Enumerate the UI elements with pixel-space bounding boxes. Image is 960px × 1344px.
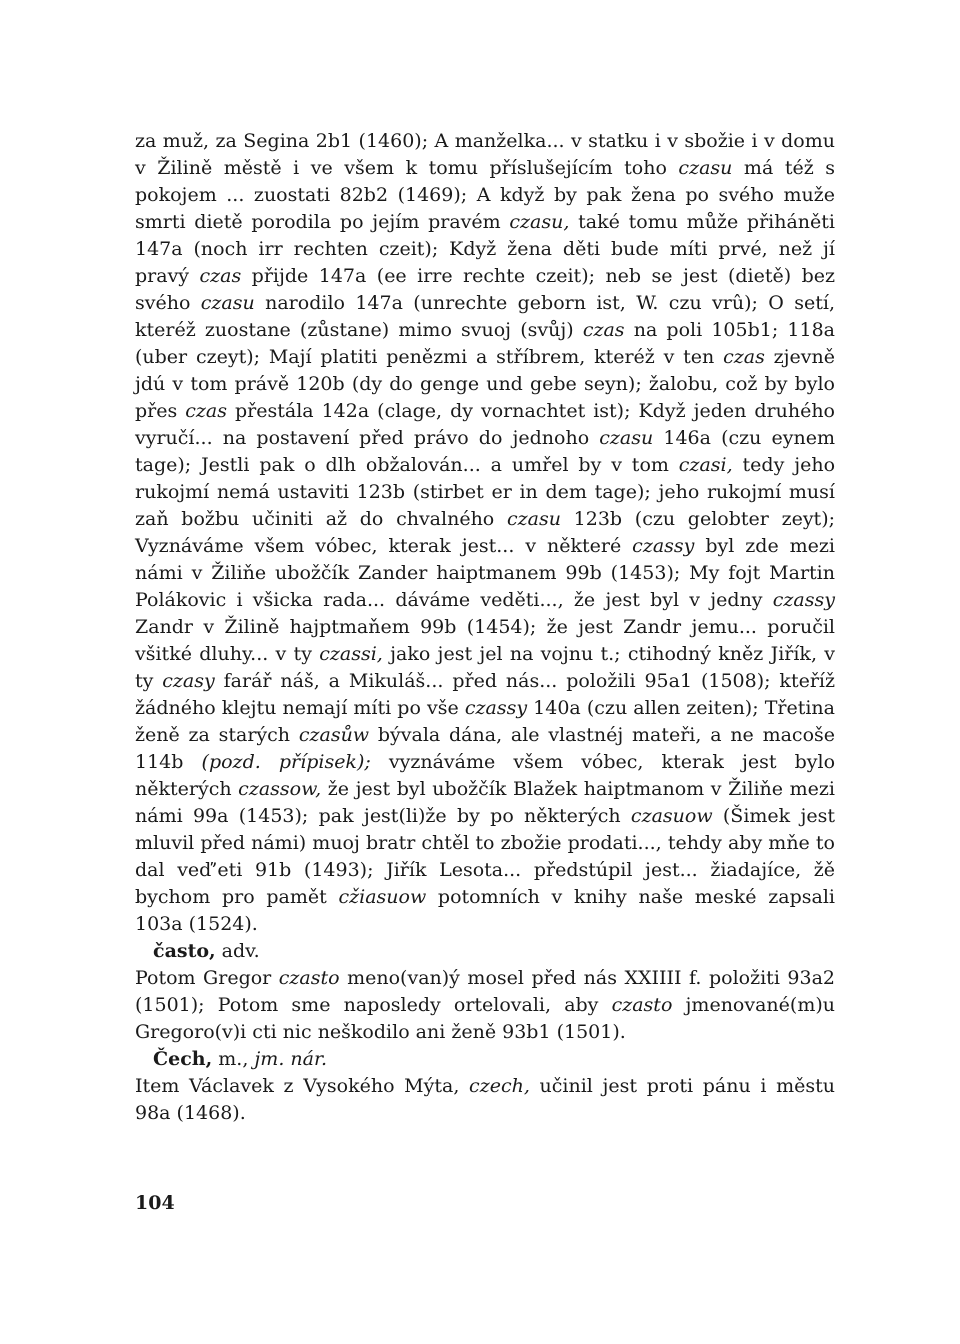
text-span: jako jest jel na vojnu t.; ctihodný kněz Jiřík, v ty [135, 643, 835, 692]
italic-text: czassy [464, 697, 528, 719]
text-span: jmenované(m)u Gregoro(v)i cti nic neškodilo ani ženě 93b1 (1501). [135, 994, 835, 1043]
dictionary-text [135, 128, 835, 1127]
italic-text: czassy [772, 589, 835, 611]
italic-text: czassow, [238, 778, 322, 800]
paragraph [135, 965, 835, 1046]
page-number: 104 [135, 1192, 175, 1214]
text-span: tedy jeho rukojmí nemá ustaviti 123b (stirbet er in dem tage); jeho rukojmí musí zaň božbu učiniti až do chvalného [135, 454, 836, 530]
text-span: přestála 142a (clage, dy vornachtet ist); Když jeden druhého vyručí... na postavení před právo do jednoho [135, 400, 835, 449]
text-span: Zandr v Žilině hajptmaňem 99b (1454); že jest Zandr jemu... poručil všitké dluhy... v ty [135, 616, 835, 665]
text-span: 140a (czu allen zeiten); Třetina ženě za starých [135, 697, 836, 746]
italic-text: czasy [162, 670, 215, 692]
text-span: byl zde mezi námi v Žiliňe ubožčík Zander haiptmanem 99b (1453); My fojt Martin Polákovic i všicka rada... dáváme veděti..., že jest byl v jedny [135, 535, 835, 611]
italic-text: czasůw [298, 724, 370, 746]
paragraph [135, 1073, 835, 1127]
text-span: m., [212, 1048, 255, 1070]
italic-text: czas [185, 400, 227, 422]
italic-text: czas [723, 346, 765, 368]
text-span: učinil jest proti pánu i městu 98a (1468). [135, 1075, 835, 1124]
italic-text: jm. nár. [254, 1048, 327, 1070]
italic-text: czassy [632, 535, 695, 557]
headword: často, [153, 940, 216, 962]
paragraph [135, 1046, 835, 1073]
text-span: Potom Gregor [135, 967, 279, 989]
text-span: (Šimek jest mluvil před námi) muoj bratr chtěl to zbožie prodati..., tehdy aby mňe to dal veď’eti 91b (1493); Jiřík Lesota... předstúpil jest... žiadajíce, žě bychom pro pamět [135, 805, 835, 908]
italic-text: czas [582, 319, 625, 341]
italic-text: cžiasuow [338, 886, 427, 908]
italic-text: czas [199, 265, 242, 287]
text-span: zjevně jdú v tom právě 120b (dy do genge und gebe seyn); žalobu, což by bylo přes [135, 346, 836, 422]
paragraph [135, 128, 835, 938]
text-span: 123b (czu gelobter zeyt); Vyznáváme všem vóbec, kterak jest... v některé [135, 508, 836, 557]
italic-text: czasu [678, 157, 733, 179]
text-span: farář náš, a Mikuláš... před nás... položili 95a1 (1508); kteříž žádného klejtu nemají míti po vše [135, 670, 835, 719]
italic-text: czasuow [630, 805, 713, 827]
text-span: meno(van)ý mosel před nás XXIIII f. položiti 93a2 (1501); Potom sme naposledy ortelovali, aby [135, 967, 836, 1016]
text-span: vyznáváme všem vóbec, kterak jest bylo některých [135, 751, 836, 800]
italic-text: czech, [469, 1075, 530, 1097]
text-span: bývala dána, ale vlastnéj mateři, a ne macoše 114b [135, 724, 835, 773]
text-span: potomních v knihy naše meské zapsali 103a (1524). [135, 886, 836, 935]
italic-text: czasto [611, 994, 673, 1016]
text-span: narodilo 147a (unrechte geborn ist, W. czu vrû); O setí, kteréž zuostane (zůstane) mimo svuoj (svůj) [135, 292, 835, 341]
text-span: že jest byl ubožčík Blažek haiptmanom v Žiliňe mezi námi 99a (1453); pak jest(li)že by po některých [135, 778, 835, 827]
text-span: za muž, za Segina 2b1 (1460); A manželka... v statku i v sbožie i v domu v Žilině městě i ve všem k tomu příslušejícím toho [135, 130, 835, 179]
italic-text: czasu [599, 427, 654, 449]
text-span: na poli 105b1; 118a (uber czeyt); Mají platiti penězmi a stříbrem, kteréž v ten [135, 319, 835, 368]
italic-text: czasi, [678, 454, 733, 476]
italic-text: czasu, [509, 211, 570, 233]
text-span: přijde 147a (ee irre rechte czeit); neb se jest (dietě) bez svého [135, 265, 835, 314]
text-span: 146a (czu eynem tage); Jestli pak o dlh obžalován... a umřel by v tom [135, 427, 835, 476]
italic-text: czasto [278, 967, 340, 989]
headword: Čech, [153, 1048, 213, 1070]
text-span: adv. [215, 940, 260, 962]
italic-text: (pozd. přípisek); [201, 751, 371, 773]
italic-text: czasu [200, 292, 255, 314]
paragraph [135, 938, 835, 965]
text-span: Item Václavek z Vysokého Mýta, [135, 1075, 470, 1097]
italic-text: czasu [506, 508, 561, 530]
text-span: má též s pokojem ... zuostati 82b2 (1469); A když by pak žena po svého muže smrti dietě porodila po jejím pravém [135, 157, 835, 233]
italic-text: czassi, [319, 643, 383, 665]
text-span: také tomu může přiháněti 147a (noch irr rechten czeit); Když žena děti bude míti prvé, než jí pravý [135, 211, 836, 287]
